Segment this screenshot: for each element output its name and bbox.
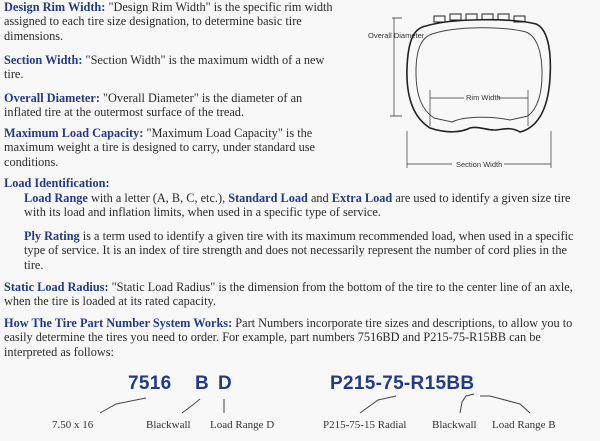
section-width-text: "Section Width" is the maximum width of a new tire. — [4, 53, 325, 82]
overall-diameter-text: "Overall Diameter" is the diameter of an inflated tire at the outermost surface of the tread. — [4, 91, 303, 120]
ply-rating-definition — [24, 229, 588, 272]
max-load-definition — [4, 126, 340, 169]
example1-size-label: 7.50 x 16 — [52, 419, 94, 431]
part-number-term: How The Tire Part Number System Works: — [4, 316, 233, 330]
ply-rating-term: Ply Rating — [24, 229, 80, 243]
section-width-definition — [4, 53, 329, 82]
static-load-radius-definition — [4, 280, 584, 309]
example2-code: P215-75-R15BB — [330, 373, 475, 394]
rim-width-term: Design Rim Width: — [4, 0, 106, 14]
load-range-text3: are used to identify a given size tire with its load and inflation limits, when used in a specific type of service. — [24, 191, 571, 220]
example2-blackwall-label: Blackwall — [432, 419, 477, 431]
rim-width-text: "Design Rim Width" is the specific rim width assigned to each tire size designation, to determine basic tire dimensions. — [4, 0, 333, 43]
static-load-radius-text: "Static Load Radius" is the dimension from the bottom of the tire to the center line of an axle, when the tire is loaded at its rated capacity. — [4, 280, 573, 309]
example1-number: 7516 — [128, 373, 172, 394]
part-number-text: Part Numbers incorporate tire sizes and descriptions, to allow you to easily determine the tires you need to order. For example, part numbers 7516BD and P215-75-R15BB can be interpreted as follows: — [4, 316, 573, 359]
max-load-term: Maximum Load Capacity: — [4, 126, 144, 140]
load-identification-heading: Load Identification: — [4, 176, 110, 190]
standard-load-term: Standard Load — [228, 191, 308, 205]
load-range-text2: and — [310, 191, 329, 205]
load-range-term: Load Range — [24, 191, 88, 205]
load-range-definition — [24, 191, 584, 220]
section-width-label: Section Width — [456, 160, 503, 169]
overall-diameter-definition — [4, 91, 334, 120]
static-load-radius-term: Static Load Radius: — [4, 280, 109, 294]
section-width-term: Section Width: — [4, 53, 83, 67]
ply-rating-text: is a term used to identify a given tire with its maximum recommended load, when used in a specific type of service. It is an index of tire strength and does not necessarily represent the number of cord plies in the tire. — [24, 229, 574, 272]
example2-load-label: Load Range B — [492, 419, 556, 431]
rim-width-label: Rim Width — [466, 93, 501, 102]
max-load-text: "Maximum Load Capacity" is the maximum weight a tire is designed to carry, under standard use conditions. — [4, 126, 315, 169]
example2-size-label: P215-75-15 Radial — [323, 419, 407, 431]
example1-blackwall-label: Blackwall — [146, 419, 191, 431]
example1-d: D — [218, 373, 233, 394]
extra-load-term: Extra Load — [331, 191, 393, 205]
overall-diameter-label: Overall Diameter — [368, 31, 425, 40]
tire-diagram — [352, 6, 567, 176]
rim-width-definition — [4, 0, 349, 43]
example1-load-label: Load Range D — [210, 419, 275, 431]
overall-diameter-term: Overall Diameter: — [4, 91, 100, 105]
part-number-definition — [4, 316, 594, 359]
example1-b: B — [195, 373, 210, 394]
load-range-text1: with a letter (A, B, C, etc.), — [90, 191, 226, 205]
